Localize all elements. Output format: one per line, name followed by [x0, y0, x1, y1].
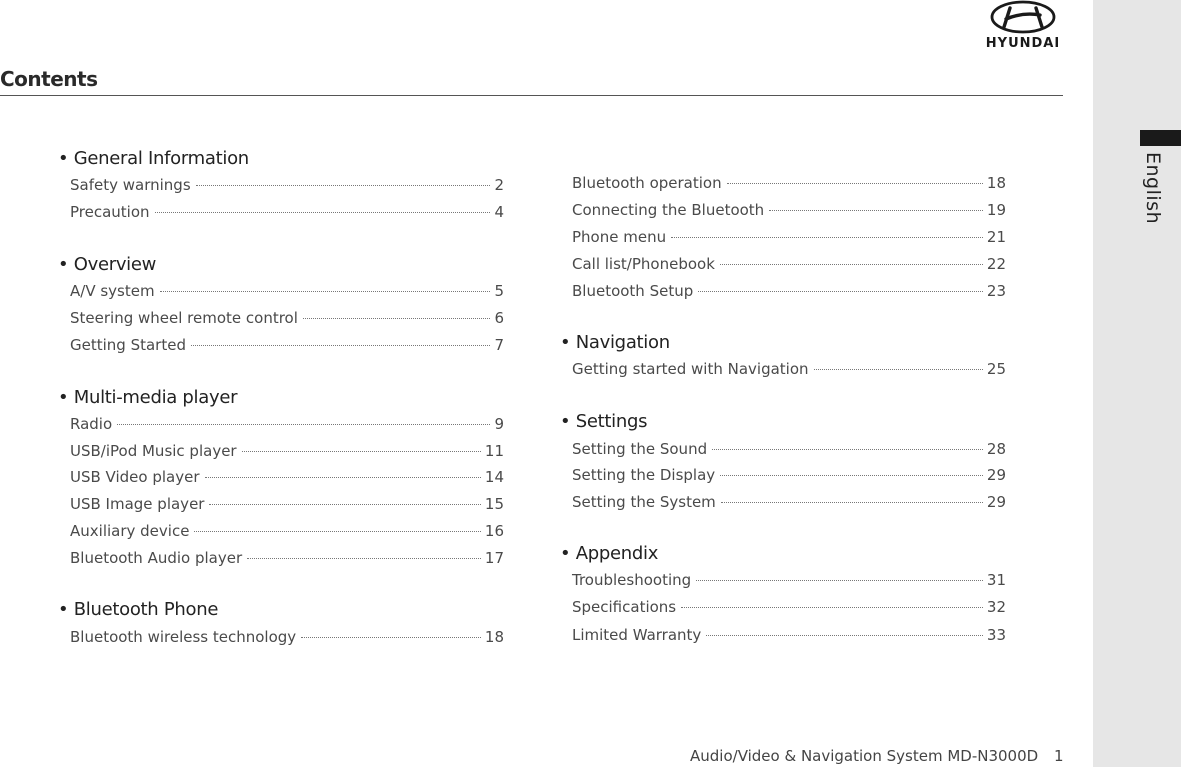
leader-dots: [209, 504, 480, 505]
leader-dots: [194, 531, 480, 532]
toc-entry-page: 33: [986, 626, 1006, 644]
toc-entry-page: 2: [494, 176, 504, 194]
title-divider: [0, 95, 1063, 96]
toc-entry-page: 32: [986, 598, 1006, 616]
leader-dots: [706, 635, 983, 636]
leader-dots: [720, 475, 983, 476]
toc-entry-label: Limited Warranty: [572, 626, 702, 644]
toc-entry[interactable]: [70, 203, 504, 225]
leader-dots: [191, 345, 490, 346]
toc-entry-label: Connecting the Bluetooth: [572, 201, 765, 219]
toc-entry-page: 7: [494, 336, 504, 354]
leader-dots: [196, 185, 491, 186]
toc-entry-page: 19: [986, 201, 1006, 219]
toc-entry[interactable]: [70, 495, 504, 517]
toc-entry-page: 5: [494, 282, 504, 300]
toc-entry-label: Call list/Phonebook: [572, 255, 715, 273]
toc-entry-page: 16: [484, 522, 504, 540]
toc-entry-page: 18: [986, 174, 1006, 192]
toc-entry[interactable]: [70, 549, 504, 571]
toc-entry-page: 11: [484, 442, 504, 460]
toc-heading: • General Information: [58, 148, 249, 169]
toc-entry-page: 4: [494, 203, 504, 221]
leader-dots: [301, 637, 481, 638]
toc-entry-page: 28: [986, 440, 1006, 458]
toc-entry[interactable]: [70, 282, 504, 304]
toc-entry[interactable]: [572, 201, 1006, 223]
toc-entry[interactable]: [572, 282, 1006, 304]
toc-entry[interactable]: [70, 442, 504, 464]
toc-entry-page: 29: [986, 466, 1006, 484]
toc-entry[interactable]: [572, 174, 1006, 196]
side-band: [1093, 0, 1181, 767]
toc-entry-page: 15: [484, 495, 504, 513]
toc-entry-page: 25: [986, 360, 1006, 378]
leader-dots: [160, 291, 491, 292]
footer-product-name: Audio/Video & Navigation System MD-N3000D: [690, 747, 1039, 765]
toc-entry[interactable]: [70, 628, 504, 650]
toc-entry[interactable]: [70, 336, 504, 358]
toc-entry-page: 18: [484, 628, 504, 646]
toc-entry-label: Safety warnings: [70, 176, 191, 194]
leader-dots: [303, 318, 491, 319]
leader-dots: [247, 558, 481, 559]
toc-entry-label: Phone menu: [572, 228, 667, 246]
toc-entry-label: Specifications: [572, 598, 677, 616]
page-title: Contents: [0, 67, 98, 91]
leader-dots: [698, 291, 983, 292]
leader-dots: [727, 183, 983, 184]
toc-entry-label: Precaution: [70, 203, 150, 221]
toc-entry-page: 17: [484, 549, 504, 567]
leader-dots: [681, 607, 983, 608]
language-tab-label: English: [1142, 152, 1164, 225]
brand-wordmark: HYUNDAI: [985, 36, 1061, 51]
toc-heading: • Multi-media player: [58, 387, 238, 408]
toc-entry-label: Auxiliary device: [70, 522, 190, 540]
toc-entry-page: 6: [494, 309, 504, 327]
toc-entry-label: Radio: [70, 415, 113, 433]
toc-entry-label: Setting the Sound: [572, 440, 708, 458]
toc-entry[interactable]: [572, 466, 1006, 488]
toc-entry[interactable]: [572, 598, 1006, 620]
leader-dots: [117, 424, 490, 425]
leader-dots: [671, 237, 983, 238]
toc-entry[interactable]: [572, 228, 1006, 250]
toc-entry[interactable]: [70, 309, 504, 331]
toc-heading: • Overview: [58, 254, 157, 275]
toc-entry-label: USB Video player: [70, 468, 200, 486]
toc-entry-label: Steering wheel remote control: [70, 309, 298, 327]
toc-heading: • Bluetooth Phone: [58, 599, 219, 620]
toc-entry[interactable]: [572, 571, 1006, 593]
toc-heading: • Settings: [560, 411, 648, 432]
leader-dots: [769, 210, 983, 211]
leader-dots: [712, 449, 983, 450]
toc-entry-label: A/V system: [70, 282, 155, 300]
toc-entry-page: 22: [986, 255, 1006, 273]
toc-entry-label: Getting Started: [70, 336, 186, 354]
toc-entry[interactable]: [572, 626, 1006, 648]
toc-entry-label: Bluetooth Setup: [572, 282, 694, 300]
toc-entry-label: USB/iPod Music player: [70, 442, 237, 460]
toc-entry-label: Bluetooth Audio player: [70, 549, 243, 567]
leader-dots: [242, 451, 481, 452]
toc-entry-page: 31: [986, 571, 1006, 589]
toc-entry[interactable]: [70, 522, 504, 544]
toc-heading: • Navigation: [560, 332, 670, 353]
toc-entry[interactable]: [572, 440, 1006, 462]
toc-entry[interactable]: [70, 468, 504, 490]
leader-dots: [696, 580, 983, 581]
toc-entry[interactable]: [572, 255, 1006, 277]
toc-entry[interactable]: [572, 360, 1006, 382]
toc-entry-label: Bluetooth operation: [572, 174, 722, 192]
language-tab-marker: [1140, 130, 1181, 146]
footer-page-number: 1: [1054, 747, 1064, 765]
toc-entry-label: Getting started with Navigation: [572, 360, 809, 378]
toc-entry-page: 14: [484, 468, 504, 486]
toc-entry-label: Setting the Display: [572, 466, 716, 484]
leader-dots: [720, 264, 983, 265]
toc-entry-label: Bluetooth wireless technology: [70, 628, 297, 646]
leader-dots: [814, 369, 983, 370]
toc-entry[interactable]: [572, 493, 1006, 515]
toc-entry-page: 29: [986, 493, 1006, 511]
toc-entry-page: 23: [986, 282, 1006, 300]
leader-dots: [721, 502, 983, 503]
toc-entry[interactable]: [70, 415, 504, 437]
toc-entry[interactable]: [70, 176, 504, 198]
toc-entry-page: 21: [986, 228, 1006, 246]
leader-dots: [155, 212, 491, 213]
toc-heading: • Appendix: [560, 543, 659, 564]
toc-entry-label: USB Image player: [70, 495, 205, 513]
toc-entry-label: Setting the System: [572, 493, 716, 511]
leader-dots: [205, 477, 481, 478]
toc-entry-page: 9: [494, 415, 504, 433]
toc-entry-label: Troubleshooting: [572, 571, 692, 589]
